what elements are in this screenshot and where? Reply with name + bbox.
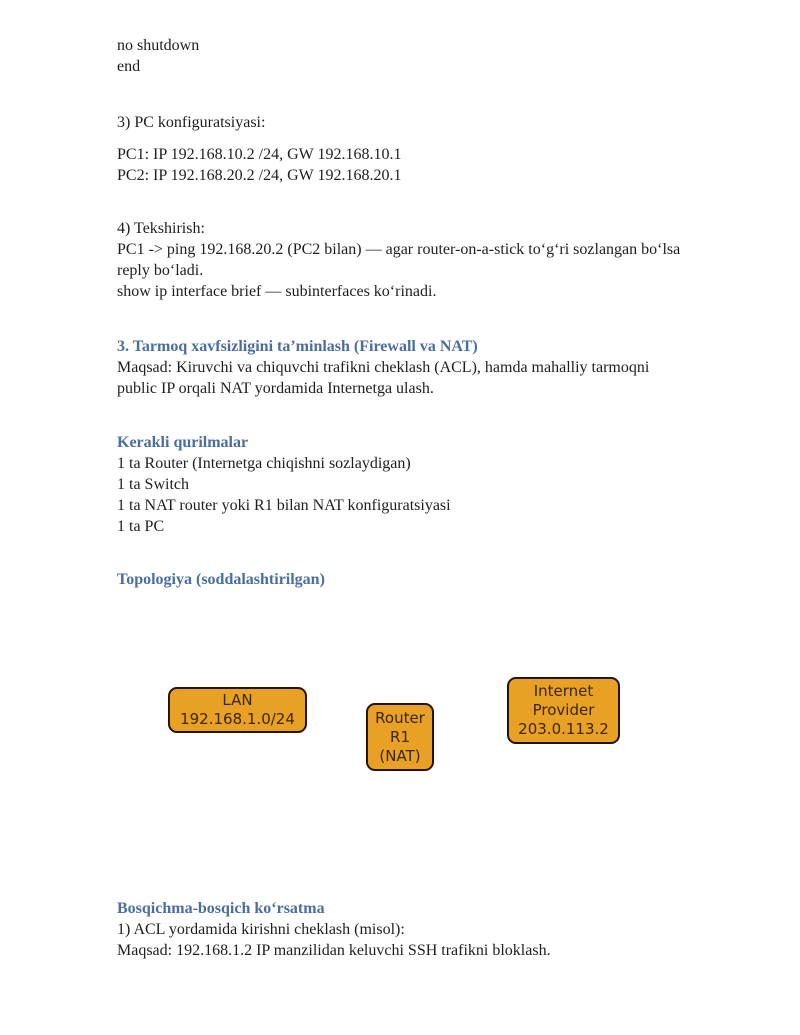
step-by-step-heading: Bosqichma-bosqich ko‘rsatma bbox=[117, 900, 325, 917]
security-goal-line: Maqsad: Kiruvchi va chiquvchi trafikni cheklash (ACL), hamda mahalliy tarmoqni bbox=[117, 359, 650, 376]
security-section bbox=[117, 336, 740, 399]
pc-config-title-paragraph bbox=[117, 112, 740, 133]
verify-title: 4) Tekshirish: bbox=[117, 220, 205, 237]
internet-provider-node bbox=[507, 677, 620, 744]
topology-diagram bbox=[117, 590, 740, 898]
internet-node-label2: Provider bbox=[532, 701, 595, 719]
pc-config-paragraph bbox=[117, 144, 740, 186]
router-node bbox=[366, 703, 434, 771]
lan-node bbox=[168, 687, 307, 733]
verify-line: PC1 -> ping 192.168.20.2 (PC2 bilan) — agar router-on-a-stick to‘g‘ri sozlangan bo‘lsa bbox=[117, 241, 681, 258]
internet-node-ip: 203.0.113.2 bbox=[518, 720, 609, 738]
cli-line: no shutdown bbox=[117, 37, 200, 54]
cli-code-block bbox=[117, 35, 740, 77]
verification-paragraph bbox=[117, 218, 740, 302]
device-item: 1 ta Switch bbox=[117, 476, 189, 493]
pc2-config-line: PC2: IP 192.168.20.2 /24, GW 192.168.20.1 bbox=[117, 167, 402, 184]
internet-node-label: Internet bbox=[533, 682, 594, 700]
step-line: 1) ACL yordamida kirishni cheklash (misol): bbox=[117, 921, 405, 938]
lan-node-subnet: 192.168.1.0/24 bbox=[180, 710, 295, 728]
required-devices-section bbox=[117, 432, 740, 537]
cli-line: end bbox=[117, 58, 141, 75]
device-item: 1 ta PC bbox=[117, 518, 165, 535]
topology-section bbox=[117, 569, 740, 590]
step-line: Maqsad: 192.168.1.2 IP manzilidan keluvchi SSH trafikni bloklash. bbox=[117, 942, 551, 959]
router-node-label: Router bbox=[375, 708, 425, 727]
security-goal-line: public IP orqali NAT yordamida Internetga ulash. bbox=[117, 380, 434, 397]
router-node-name: R1 bbox=[390, 727, 410, 746]
required-devices-heading: Kerakli qurilmalar bbox=[117, 434, 249, 451]
verify-line: reply bo‘ladi. bbox=[117, 262, 204, 279]
security-section-heading: 3. Tarmoq xavfsizligini ta’minlash (Firewall va NAT) bbox=[117, 338, 478, 355]
pc1-config-line: PC1: IP 192.168.10.2 /24, GW 192.168.10.1 bbox=[117, 146, 402, 163]
topology-heading: Topologiya (soddalashtirilgan) bbox=[117, 571, 325, 588]
pc-config-title: 3) PC konfiguratsiyasi: bbox=[117, 114, 266, 131]
device-item: 1 ta Router (Internetga chiqishni sozlaydigan) bbox=[117, 455, 411, 472]
verify-line: show ip interface brief — subinterfaces ko‘rinadi. bbox=[117, 283, 437, 300]
router-node-nat: (NAT) bbox=[379, 746, 421, 765]
lan-node-label: LAN bbox=[222, 691, 253, 709]
device-item: 1 ta NAT router yoki R1 bilan NAT konfiguratsiyasi bbox=[117, 497, 451, 514]
step-by-step-section bbox=[117, 898, 740, 961]
